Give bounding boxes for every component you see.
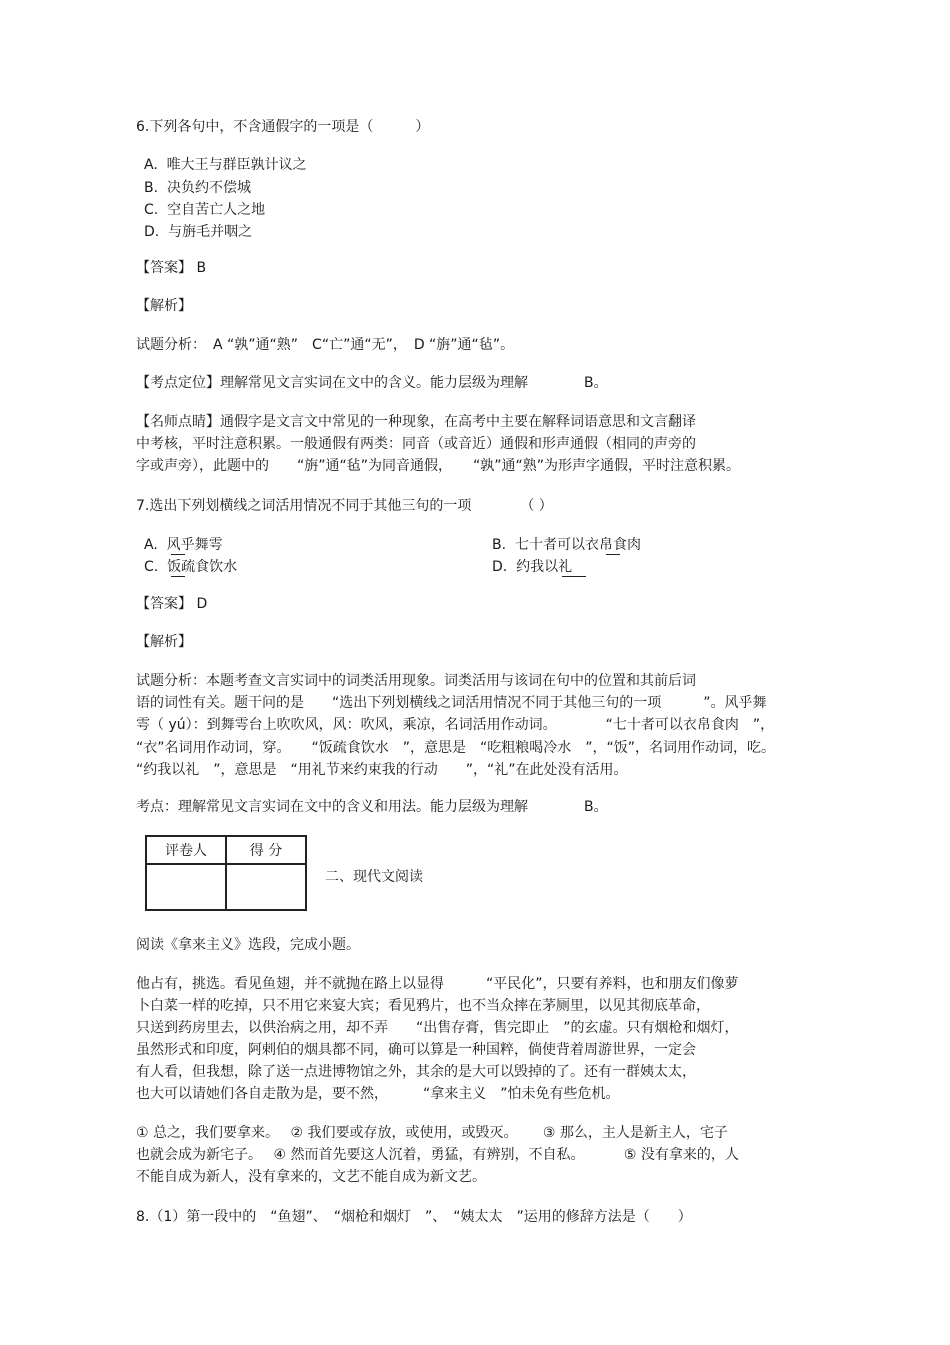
q7-underline xyxy=(562,576,586,577)
q6-kaodian: 【考点定位】理解常见文言实词在文中的含义。能力层级为理解 B。 xyxy=(136,375,608,391)
q6-option-d: D. 与旃毛并咽之 xyxy=(144,224,253,240)
q7-analysis-line: 雩（ yú）：到舞雩台上吹吹风，风：吹风，乘凉，名词活用作动词。 “七十者可以衣帛食肉 ”， xyxy=(136,717,775,733)
score-table-score-cell xyxy=(226,864,306,910)
q7-underline xyxy=(171,576,185,577)
q7-kaodian: 考点：理解常见文言实词在文中的含义和用法。能力层级为理解 B。 xyxy=(136,799,608,815)
q7-analysis-line: 试题分析：本题考查文言实词中的词类活用现象。词类活用与该词在句中的位置和其前后词 xyxy=(136,673,696,689)
q7-analysis-line: “约我以礼 ”，意思是 “用礼节来约束我的行动 ”，“礼”在此处没有活用。 xyxy=(136,762,628,778)
sentence-line: 不能自成为新人，没有拿来的，文艺不能自成为新文艺。 xyxy=(136,1169,486,1185)
q7-underline xyxy=(606,554,620,555)
q7-option-d: D. 约我以礼 xyxy=(492,559,573,575)
passage-line: 也大可以请她们各自走散为是，要不然， “拿来主义 ”怕未免有些危机。 xyxy=(136,1086,620,1102)
q7-option-c: C. 饭疏食饮水 xyxy=(144,559,238,575)
q6-option-a: A. 唯大王与群臣孰计议之 xyxy=(144,157,307,173)
q6-mingshi-line: 字或声旁），此题中的 “旃”通“毡”为同音通假， “孰”通“熟”为形声字通假，平时注意积累。 xyxy=(136,458,741,474)
sentence-line: 也就会成为新宅子。 ④ 然而首先要这人沉着，勇猛，有辨别，不自私。 ⑤ 没有拿来的，人 xyxy=(136,1147,739,1163)
q8-stem: 8.（1）第一段中的 “鱼翅”、 “烟枪和烟灯 ”、 “姨太太 ”运用的修辞方法是（ ） xyxy=(136,1209,692,1225)
passage-line: 虽然形式和印度，阿剌伯的烟具都不同，确可以算是一种国粹，倘使背着周游世界，一定会 xyxy=(136,1042,696,1058)
q6-mingshi-line: 中考核，平时注意积累。一般通假有两类：同音（或音近）通假和形声通假（相同的声旁的 xyxy=(136,436,696,452)
q6-option-c: C. 空自苦亡人之地 xyxy=(144,202,266,218)
passage-line: 卜白菜一样的吃掉，只不用它来宴大宾；看见鸦片，也不当众摔在茅厕里，以见其彻底革命， xyxy=(136,998,710,1014)
passage-line: 只送到药房里去，以供治病之用，却不弄 “出售存膏，售完即止 ”的玄虚。只有烟枪和烟灯， xyxy=(136,1020,739,1036)
section-title: 二、现代文阅读 xyxy=(325,869,423,885)
q6-mingshi-line: 【名师点睛】通假字是文言文中常见的一种现象，在高考中主要在解释词语意思和文言翻译 xyxy=(136,414,696,430)
q7-stem: 7.选出下列划横线之词活用情况不同于其他三句的一项 （ ） xyxy=(136,498,553,514)
q6-answer: 【答案】 B xyxy=(136,260,207,276)
q6-analysis: 试题分析： A “孰”通“熟” C“亡”通“无”， D “旃”通“毡”。 xyxy=(136,337,515,353)
q6-stem: 6.下列各句中，不含通假字的一项是（ ） xyxy=(136,119,430,135)
q7-answer: 【答案】 D xyxy=(136,596,208,612)
score-table-grader-cell xyxy=(146,864,226,910)
q7-analysis-line: 语的词性有关。题干问的是 “选出下列划横线之词活用情况不同于其他三句的一项 ”。风乎舞 xyxy=(136,695,767,711)
score-table xyxy=(145,835,307,911)
q6-option-b: B. 决负约不偿城 xyxy=(144,180,251,196)
q7-option-a: A. 风乎舞雩 xyxy=(144,537,223,553)
q7-analysis-line: “衣”名词用作动词，穿。 “饭疏食饮水 ”，意思是 “吃粗粮喝冷水 ”，“饭”，名词用作动词，吃。 xyxy=(136,740,776,756)
q7-underline xyxy=(171,554,185,555)
score-table-score-header: 得 分 xyxy=(226,836,306,864)
q7-analysis-heading: 【解析】 xyxy=(136,634,192,650)
passage-line: 有人看，但我想，除了送一点进博物馆之外，其余的是大可以毁掉的了。还有一群姨太太， xyxy=(136,1064,696,1080)
score-table-grader-header: 评卷人 xyxy=(146,836,226,864)
reading-intro: 阅读《拿来主义》选段，完成小题。 xyxy=(136,937,360,953)
q6-analysis-heading: 【解析】 xyxy=(136,298,192,314)
q7-option-b: B. 七十者可以衣帛食肉 xyxy=(492,537,641,553)
sentence-line: ① 总之，我们要拿来。 ② 我们要或存放，或使用，或毁灭。 ③ 那么，主人是新主人，宅子 xyxy=(136,1125,728,1141)
passage-line: 他占有，挑选。看见鱼翅，并不就抛在路上以显得 “平民化”，只要有养料，也和朋友们像萝 xyxy=(136,976,739,992)
